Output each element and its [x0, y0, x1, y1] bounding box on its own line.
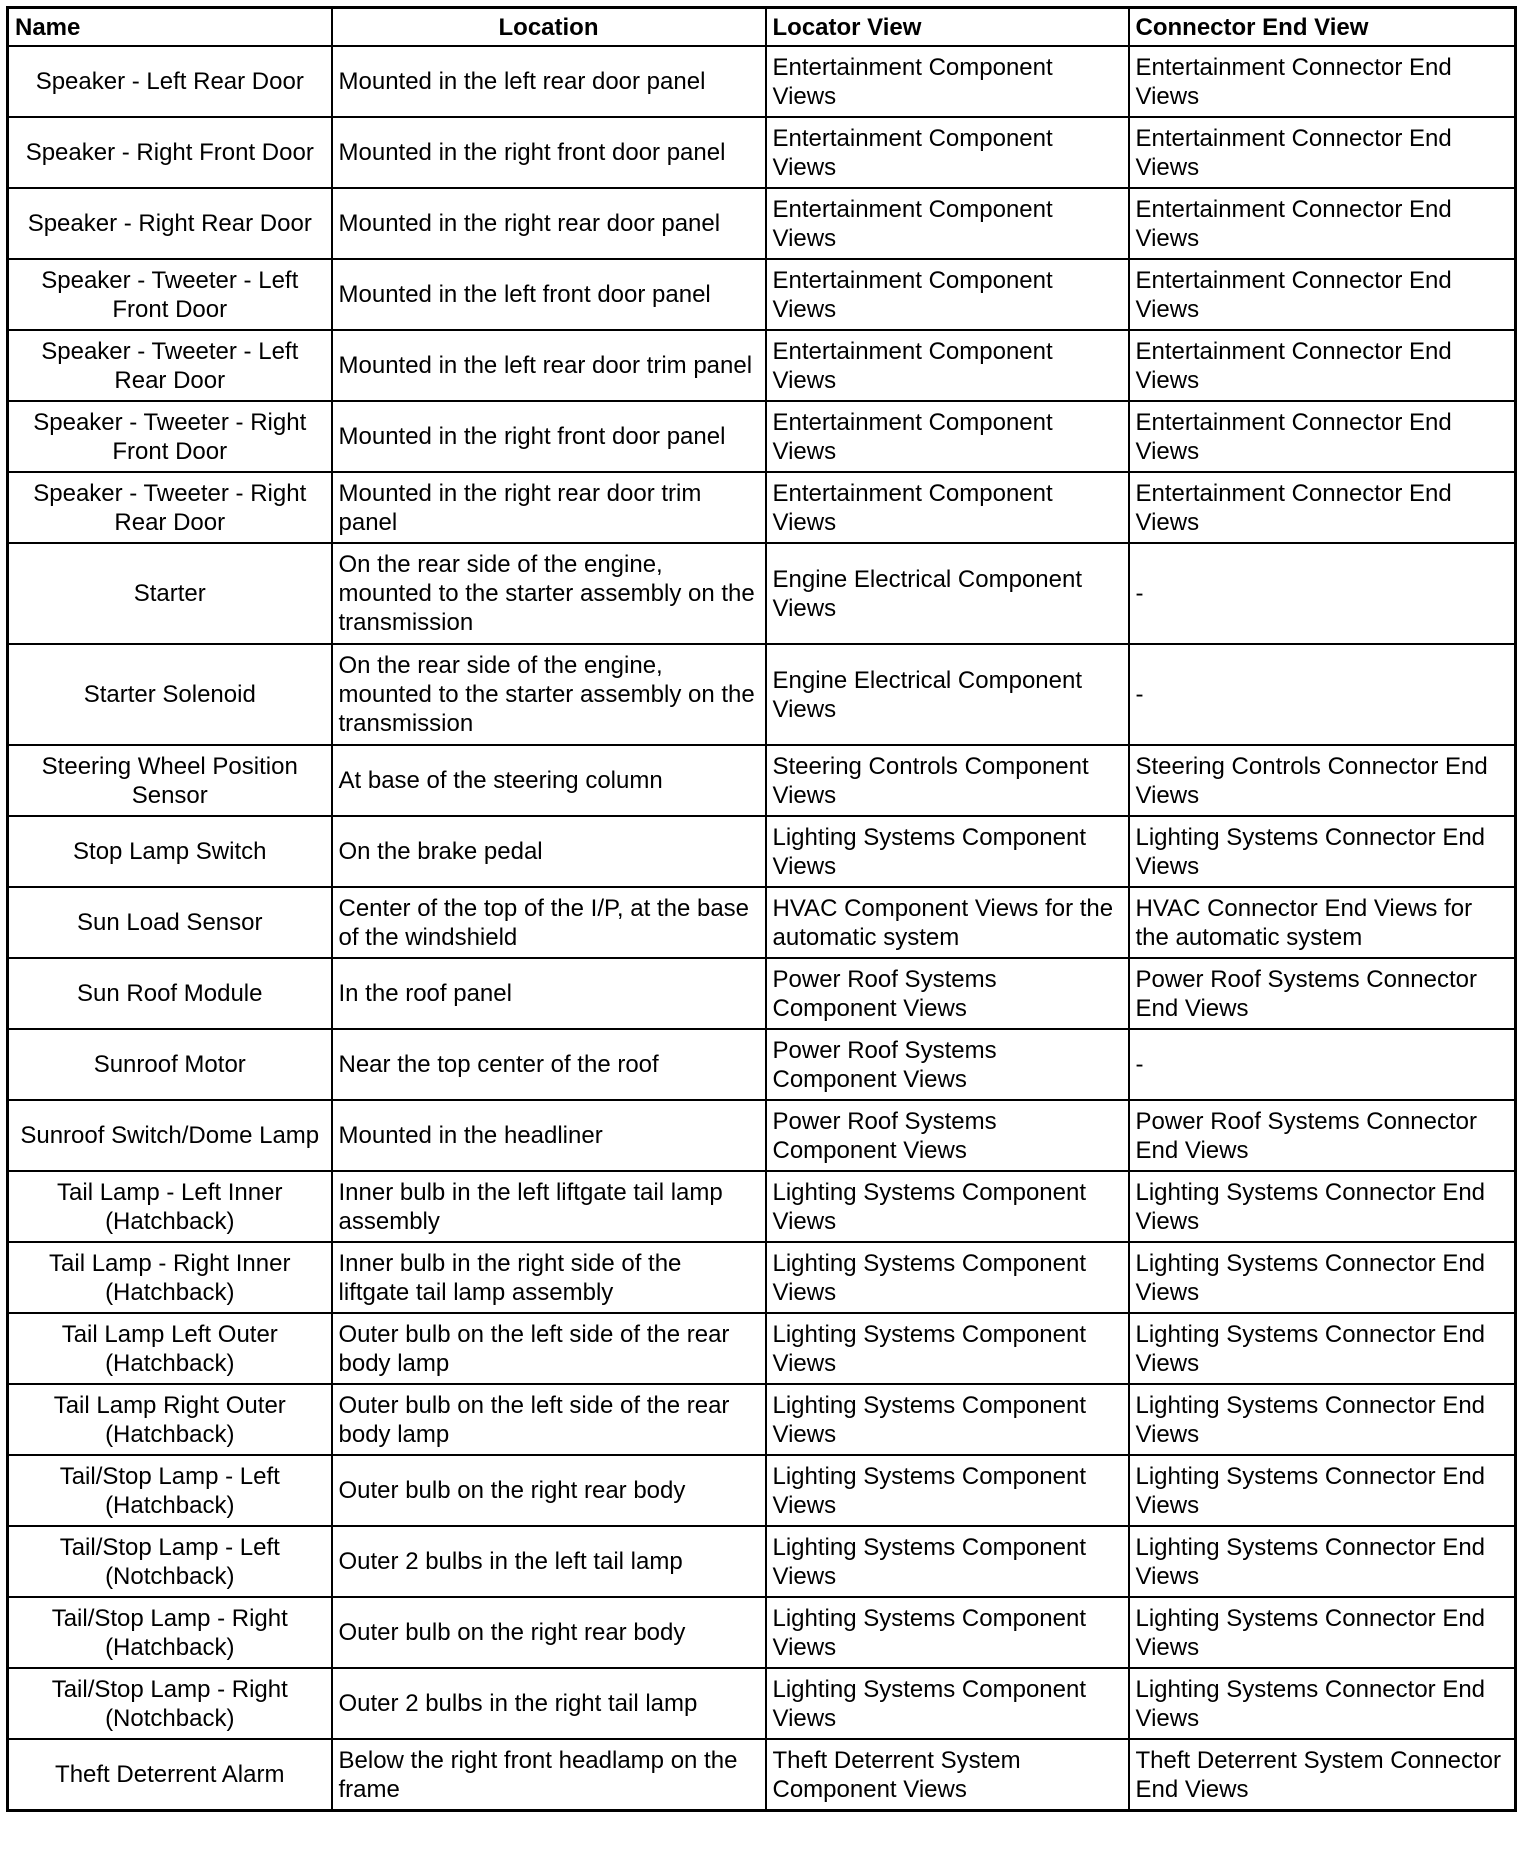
cell-locator-view: Lighting Systems Component Views [766, 1384, 1129, 1455]
table-row [8, 1384, 1516, 1455]
table-row [8, 1242, 1516, 1313]
table-row [8, 1455, 1516, 1526]
cell-locator-view: Entertainment Component Views [766, 46, 1129, 117]
table-row [8, 472, 1516, 543]
cell-name: Speaker - Right Front Door [8, 117, 332, 188]
cell-connector-end-view: Lighting Systems Connector End Views [1129, 1455, 1516, 1526]
cell-name: Speaker - Tweeter - Right Front Door [8, 401, 332, 472]
table-row [8, 1171, 1516, 1242]
cell-location: Outer 2 bulbs in the left tail lamp [332, 1526, 766, 1597]
cell-location: Mounted in the headliner [332, 1100, 766, 1171]
cell-location: Mounted in the left front door panel [332, 259, 766, 330]
cell-name: Speaker - Tweeter - Left Front Door [8, 259, 332, 330]
cell-locator-view: Lighting Systems Component Views [766, 1242, 1129, 1313]
cell-connector-end-view: Entertainment Connector End Views [1129, 46, 1516, 117]
table-row [8, 117, 1516, 188]
cell-location: Inner bulb in the right side of the liftgate tail lamp assembly [332, 1242, 766, 1313]
cell-locator-view: Entertainment Component Views [766, 188, 1129, 259]
cell-connector-end-view: Lighting Systems Connector End Views [1129, 1668, 1516, 1739]
cell-name: Tail/Stop Lamp - Left (Notchback) [8, 1526, 332, 1597]
table-row [8, 1739, 1516, 1811]
cell-connector-end-view: Lighting Systems Connector End Views [1129, 1526, 1516, 1597]
cell-connector-end-view: Entertainment Connector End Views [1129, 117, 1516, 188]
cell-locator-view: Engine Electrical Component Views [766, 644, 1129, 745]
cell-name: Tail/Stop Lamp - Right (Notchback) [8, 1668, 332, 1739]
cell-name: Theft Deterrent Alarm [8, 1739, 332, 1811]
cell-connector-end-view: Entertainment Connector End Views [1129, 330, 1516, 401]
cell-connector-end-view: Entertainment Connector End Views [1129, 259, 1516, 330]
document-page [6, 6, 1517, 1812]
cell-location: Mounted in the right rear door panel [332, 188, 766, 259]
cell-location: Outer bulb on the left side of the rear body lamp [332, 1384, 766, 1455]
cell-locator-view: Steering Controls Component Views [766, 745, 1129, 816]
cell-connector-end-view: Power Roof Systems Connector End Views [1129, 1100, 1516, 1171]
cell-name: Speaker - Left Rear Door [8, 46, 332, 117]
cell-connector-end-view: Entertainment Connector End Views [1129, 401, 1516, 472]
cell-location: Outer 2 bulbs in the right tail lamp [332, 1668, 766, 1739]
cell-name: Stop Lamp Switch [8, 816, 332, 887]
cell-name: Speaker - Tweeter - Right Rear Door [8, 472, 332, 543]
cell-location: On the rear side of the engine, mounted to the starter assembly on the transmission [332, 644, 766, 745]
cell-connector-end-view: HVAC Connector End Views for the automatic system [1129, 887, 1516, 958]
cell-location: Mounted in the right front door panel [332, 401, 766, 472]
cell-name: Sun Load Sensor [8, 887, 332, 958]
cell-connector-end-view: Entertainment Connector End Views [1129, 188, 1516, 259]
cell-locator-view: Power Roof Systems Component Views [766, 1029, 1129, 1100]
cell-locator-view: Lighting Systems Component Views [766, 1455, 1129, 1526]
table-row [8, 1100, 1516, 1171]
cell-locator-view: Lighting Systems Component Views [766, 1668, 1129, 1739]
table-row [8, 188, 1516, 259]
cell-locator-view: Lighting Systems Component Views [766, 1171, 1129, 1242]
cell-connector-end-view: Lighting Systems Connector End Views [1129, 1313, 1516, 1384]
cell-location: On the rear side of the engine, mounted to the starter assembly on the transmission [332, 543, 766, 644]
cell-name: Sunroof Switch/Dome Lamp [8, 1100, 332, 1171]
cell-name: Tail/Stop Lamp - Right (Hatchback) [8, 1597, 332, 1668]
table-row [8, 1313, 1516, 1384]
cell-name: Tail/Stop Lamp - Left (Hatchback) [8, 1455, 332, 1526]
cell-locator-view: Entertainment Component Views [766, 330, 1129, 401]
cell-location: Mounted in the right front door panel [332, 117, 766, 188]
cell-name: Speaker - Right Rear Door [8, 188, 332, 259]
cell-name: Starter [8, 543, 332, 644]
cell-location: Mounted in the left rear door panel [332, 46, 766, 117]
table-row [8, 816, 1516, 887]
cell-location: Outer bulb on the right rear body [332, 1597, 766, 1668]
cell-location: Mounted in the right rear door trim panel [332, 472, 766, 543]
cell-locator-view: Lighting Systems Component Views [766, 1313, 1129, 1384]
table-row [8, 401, 1516, 472]
table-row [8, 644, 1516, 745]
component-locator-table [6, 6, 1517, 1812]
cell-name: Sunroof Motor [8, 1029, 332, 1100]
cell-locator-view: Power Roof Systems Component Views [766, 1100, 1129, 1171]
cell-name: Speaker - Tweeter - Left Rear Door [8, 330, 332, 401]
cell-connector-end-view: Lighting Systems Connector End Views [1129, 816, 1516, 887]
cell-connector-end-view: Theft Deterrent System Connector End Views [1129, 1739, 1516, 1811]
cell-locator-view: Entertainment Component Views [766, 472, 1129, 543]
cell-connector-end-view: - [1129, 1029, 1516, 1100]
table-row [8, 259, 1516, 330]
table-header-row [8, 8, 1516, 47]
cell-locator-view: Engine Electrical Component Views [766, 543, 1129, 644]
cell-locator-view: Entertainment Component Views [766, 401, 1129, 472]
cell-locator-view: HVAC Component Views for the automatic system [766, 887, 1129, 958]
column-header-location: Location [332, 8, 766, 47]
column-header-locator-view: Locator View [766, 8, 1129, 47]
cell-locator-view: Entertainment Component Views [766, 117, 1129, 188]
table-row [8, 330, 1516, 401]
cell-connector-end-view: Lighting Systems Connector End Views [1129, 1242, 1516, 1313]
cell-location: On the brake pedal [332, 816, 766, 887]
cell-location: Outer bulb on the left side of the rear body lamp [332, 1313, 766, 1384]
cell-name: Starter Solenoid [8, 644, 332, 745]
cell-location: Center of the top of the I/P, at the base of the windshield [332, 887, 766, 958]
cell-locator-view: Lighting Systems Component Views [766, 816, 1129, 887]
table-row [8, 46, 1516, 117]
cell-name: Steering Wheel Position Sensor [8, 745, 332, 816]
cell-location: In the roof panel [332, 958, 766, 1029]
table-row [8, 1526, 1516, 1597]
cell-connector-end-view: Entertainment Connector End Views [1129, 472, 1516, 543]
cell-name: Tail Lamp Left Outer (Hatchback) [8, 1313, 332, 1384]
cell-connector-end-view: Power Roof Systems Connector End Views [1129, 958, 1516, 1029]
cell-locator-view: Theft Deterrent System Component Views [766, 1739, 1129, 1811]
cell-locator-view: Lighting Systems Component Views [766, 1526, 1129, 1597]
cell-location: Inner bulb in the left liftgate tail lamp assembly [332, 1171, 766, 1242]
cell-connector-end-view: Steering Controls Connector End Views [1129, 745, 1516, 816]
cell-locator-view: Entertainment Component Views [766, 259, 1129, 330]
cell-connector-end-view: Lighting Systems Connector End Views [1129, 1171, 1516, 1242]
cell-location: Near the top center of the roof [332, 1029, 766, 1100]
cell-location: Outer bulb on the right rear body [332, 1455, 766, 1526]
cell-location: At base of the steering column [332, 745, 766, 816]
table-row [8, 745, 1516, 816]
table-row [8, 543, 1516, 644]
cell-name: Sun Roof Module [8, 958, 332, 1029]
column-header-connector-end-view: Connector End View [1129, 8, 1516, 47]
table-row [8, 958, 1516, 1029]
table-row [8, 1597, 1516, 1668]
cell-name: Tail Lamp Right Outer (Hatchback) [8, 1384, 332, 1455]
cell-location: Mounted in the left rear door trim panel [332, 330, 766, 401]
cell-name: Tail Lamp - Right Inner (Hatchback) [8, 1242, 332, 1313]
cell-name: Tail Lamp - Left Inner (Hatchback) [8, 1171, 332, 1242]
cell-locator-view: Lighting Systems Component Views [766, 1597, 1129, 1668]
table-row [8, 887, 1516, 958]
cell-connector-end-view: - [1129, 644, 1516, 745]
column-header-name: Name [8, 8, 332, 47]
table-body [8, 46, 1516, 1811]
table-row [8, 1029, 1516, 1100]
cell-location: Below the right front headlamp on the frame [332, 1739, 766, 1811]
cell-connector-end-view: Lighting Systems Connector End Views [1129, 1384, 1516, 1455]
table-row [8, 1668, 1516, 1739]
cell-connector-end-view: - [1129, 543, 1516, 644]
cell-connector-end-view: Lighting Systems Connector End Views [1129, 1597, 1516, 1668]
cell-locator-view: Power Roof Systems Component Views [766, 958, 1129, 1029]
